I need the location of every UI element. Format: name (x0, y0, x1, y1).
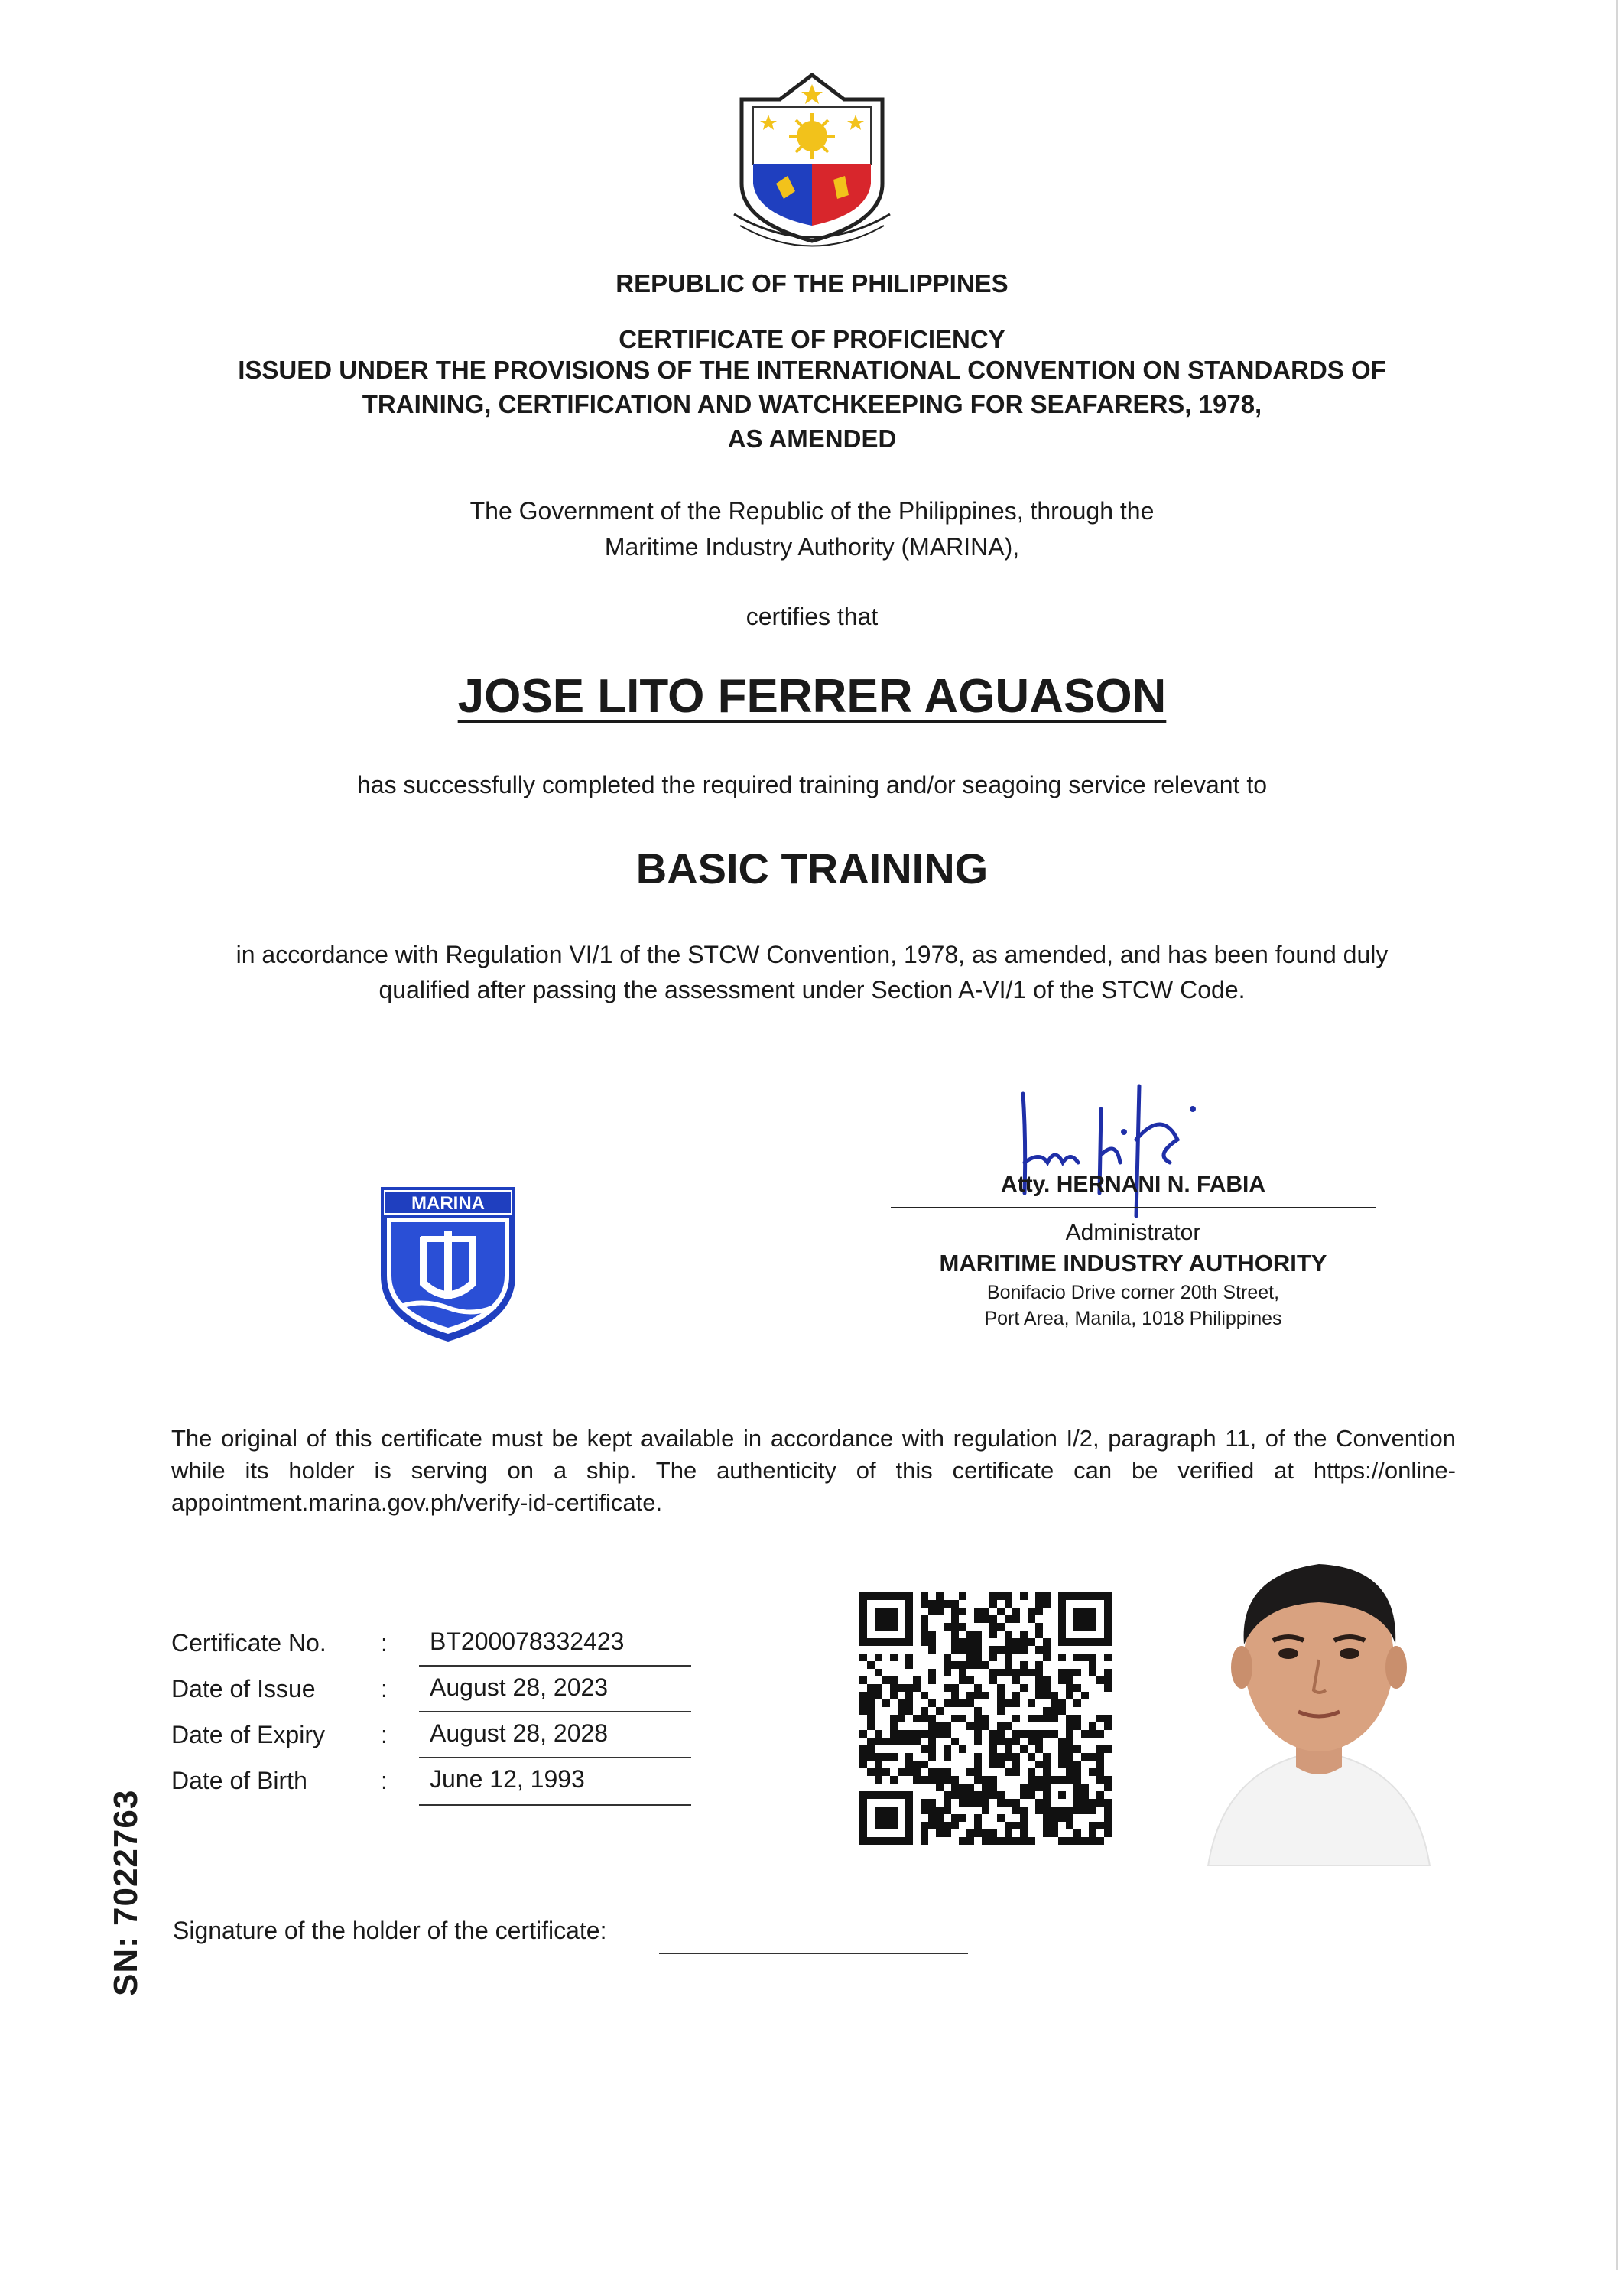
signatory-address-line-1: Bonifacio Drive corner 20th Street, (986, 1282, 1280, 1303)
certificate-number-value: BT200078332423 (430, 1628, 625, 1655)
philippine-coat-of-arms-icon (711, 69, 913, 260)
signatory-address-line-2: Port Area, Manila, 1018 Philippines (984, 1308, 1282, 1329)
completion-statement: has successfully completed the required training and/or seagoing service relevant to (357, 771, 1267, 798)
regulation-line-1: in accordance with Regulation VI/1 of the STCW Convention, 1978, as amended, and has been found duly (235, 941, 1389, 968)
course-title: BASIC TRAINING (635, 844, 989, 893)
republic-heading: REPUBLIC OF THE PHILIPPINES (615, 269, 1009, 298)
holder-name-text: JOSE LITO FERRER AGUASON (457, 670, 1167, 723)
expiry-date-label: Date of Expiry (171, 1721, 325, 1748)
expiry-date-value: August 28, 2028 (430, 1719, 609, 1747)
verification-note: The original of this certificate must be kept available in accordance with regulation I/2, paragraph 11, of the Convention while its holder is serving on a ship. The authenticity of this certificate can be verified at https://online-appointment.marina.gov.ph/verify-id-certificate. (171, 1425, 1456, 1516)
detail-underline (419, 1665, 691, 1667)
holder-name (0, 669, 1624, 724)
marina-logo-text: MARINA (411, 1193, 485, 1214)
serial-number: SN: 7022763 (107, 1789, 145, 1996)
certificate-number-label: Certificate No. (171, 1629, 326, 1657)
government-line-1: The Government of the Republic of the Philippines, through the (469, 497, 1155, 525)
marina-anchor-logo-icon (378, 1184, 518, 1345)
convention-line-1: ISSUED UNDER THE PROVISIONS OF THE INTERNATIONAL CONVENTION ON STANDARDS OF (238, 356, 1386, 384)
certificate-type-heading: CERTIFICATE OF PROFICIENCY (619, 325, 1005, 353)
issue-date-label: Date of Issue (171, 1675, 316, 1702)
birth-date-label: Date of Birth (171, 1767, 307, 1794)
qr-code-icon[interactable] (859, 1592, 1112, 1845)
administrator-signature-scribble (1009, 1078, 1223, 1231)
holder-signature-label: Signature of the holder of the certificate: (173, 1917, 607, 1944)
signatory-organization: MARITIME INDUSTRY AUTHORITY (939, 1250, 1327, 1276)
certifies-text: certifies that (745, 603, 879, 630)
detail-colon: : (381, 1767, 388, 1794)
birth-date-value: June 12, 1993 (430, 1765, 585, 1793)
detail-colon: : (381, 1629, 388, 1657)
signatory-name: Atty. HERNANI N. FABIA (1000, 1172, 1266, 1197)
holder-signature-line[interactable] (659, 1953, 968, 1954)
holder-photo (1162, 1537, 1476, 1866)
issue-date-value: August 28, 2023 (430, 1673, 609, 1701)
regulation-line-2: qualified after passing the assessment under Section A-VI/1 of the STCW Code. (378, 976, 1246, 1003)
detail-underline (419, 1804, 691, 1806)
detail-underline (419, 1711, 691, 1712)
signatory-title: Administrator (1065, 1220, 1201, 1245)
detail-colon: : (381, 1721, 388, 1748)
convention-line-2: TRAINING, CERTIFICATION AND WATCHKEEPING FOR SEAFARERS, 1978, (362, 390, 1262, 418)
detail-colon: : (381, 1675, 388, 1702)
detail-underline (419, 1757, 691, 1758)
government-line-2: Maritime Industry Authority (MARINA), (604, 533, 1020, 561)
signature-line (891, 1207, 1376, 1208)
convention-line-3: AS AMENDED (727, 424, 897, 453)
